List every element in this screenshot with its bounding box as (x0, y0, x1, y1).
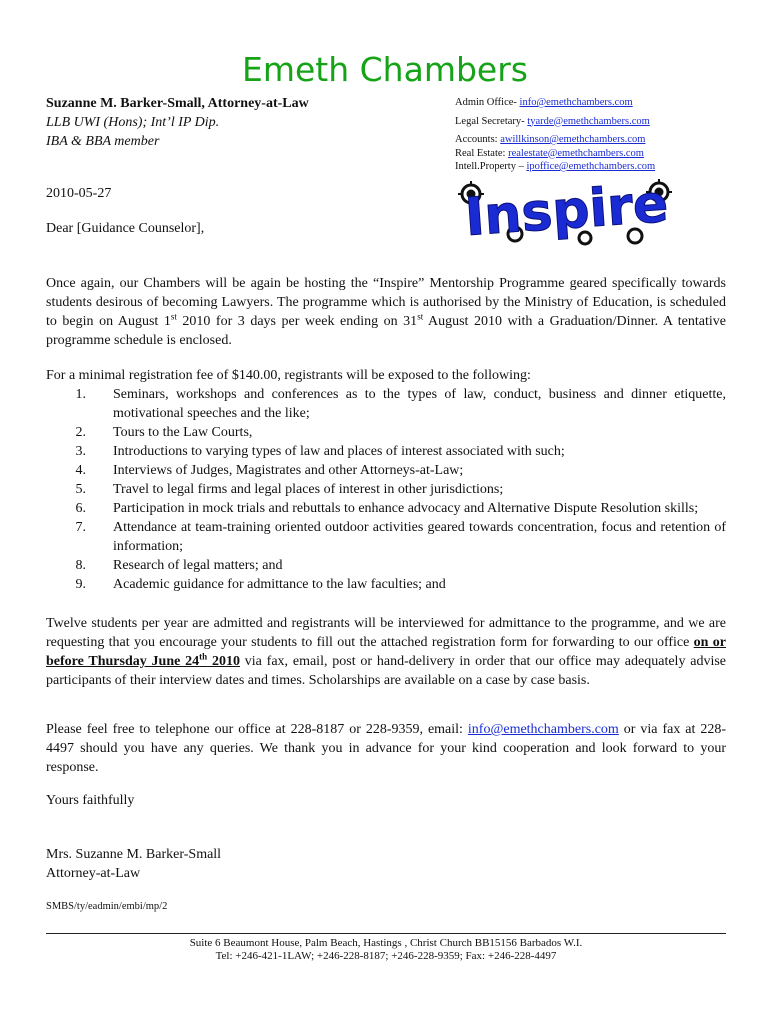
intro-paragraph (46, 274, 726, 350)
admission-paragraph (46, 614, 726, 690)
contact-label: Real Estate: (455, 147, 509, 159)
item-number: 8. (75, 558, 86, 573)
contact-admin (455, 96, 655, 110)
footer-phones: Tel: +246-421-1LAW; +246-228-8187; +246-228-9359; Fax: +246-228-4497 (215, 950, 557, 962)
attorney-memberships: IBA & BBA member (46, 134, 160, 149)
signature-block (46, 845, 726, 883)
contact-realestate (455, 147, 655, 161)
contact-label: Accounts: (455, 134, 501, 145)
contact-text: or via fax at 228-4497 should you have any queries. We thank you in advance for your kind cooperation and look forward to your response. (46, 722, 726, 775)
list-item (46, 575, 726, 594)
program-list-section (46, 366, 726, 594)
item-text: Research of legal matters; and (113, 558, 283, 573)
closing: Yours faithfully (46, 793, 135, 808)
item-text: Tours to the Law Courts, (113, 425, 253, 440)
firm-name: Emeth Chambers (242, 50, 528, 89)
secretary-email-link[interactable]: tyarde@emethchambers.com (527, 115, 650, 127)
attorney-name: Suzanne M. Barker-Small, Attorney-at-Law (46, 96, 309, 111)
ordinal: st (417, 311, 424, 322)
signatory-title: Attorney-at-Law (46, 866, 141, 881)
footer (46, 937, 726, 963)
item-text: Attendance at team-training oriented outdoor activities geared towards concentration, focus and retention of information; (113, 520, 726, 554)
list-item (46, 499, 726, 518)
realestate-email-link[interactable]: realestate@emethchambers.com (508, 147, 644, 159)
letter-date: 2010-05-27 (46, 186, 112, 201)
admission-text: via fax, email, post or hand-delivery in order that our office may adequately advise participants of their interview dates and times. Scholarships are available on a case by case basis. (46, 654, 727, 688)
item-number: 2. (75, 425, 86, 440)
item-text: Introductions to varying types of law and places of interest associated with such; (113, 444, 565, 459)
item-text: Participation in mock trials and rebuttals to enhance advocacy and Alternative Dispute Resolution skills; (113, 501, 699, 516)
item-text: Seminars, workshops and conferences as to the types of law, conduct, business and dinner etiquette, motivational speeches and the like; (113, 387, 726, 421)
footer-address: Suite 6 Beaumont House, Palm Beach, Hastings , Christ Church BB15156 Barbados W.I. (189, 937, 583, 949)
reference-code: SMBS/ty/eadmin/embi/mp/2 (46, 901, 168, 912)
list-item (46, 556, 726, 575)
inspire-logo (455, 172, 680, 252)
signatory-name: Mrs. Suzanne M. Barker-Small (46, 847, 222, 862)
list-item (46, 480, 726, 499)
item-text: Travel to legal firms and legal places of interest in other jurisdictions; (113, 482, 504, 497)
contact-emails (455, 96, 655, 174)
contact-secretary (455, 115, 655, 129)
list-item (46, 442, 726, 461)
item-number: 6. (75, 501, 86, 516)
deadline-year: 2010 (207, 654, 240, 669)
item-text: Interviews of Judges, Magistrates and other Attorneys-at-Law; (113, 463, 464, 478)
contact-text: Please feel free to telephone our office at 228-8187 or 228-9359, email: (46, 722, 468, 737)
attorney-qualifications: LLB UWI (Hons); Int’l IP Dip. (46, 115, 220, 130)
item-number: 1. (75, 387, 86, 402)
footer-divider (46, 933, 726, 934)
contact-label: Intell.Property – (455, 161, 527, 172)
intro-text: Once again, our Chambers will be again be hosting the “Inspire” Mentorship Programme geared specifically towards students desirous of becoming Lawyers. The programme which is authorised by the Ministry of Education, is scheduled to begin on August 1 (46, 276, 726, 329)
ip-email-link[interactable]: ipoffice@emethchambers.com (526, 161, 656, 172)
program-items (46, 385, 726, 594)
accounts-email-link[interactable]: awillkinson@emethchambers.com (500, 134, 646, 145)
ordinal: st (170, 311, 177, 322)
list-item (46, 518, 726, 556)
item-number: 9. (75, 577, 86, 592)
intro-text: August 2010 with a Graduation/Dinner. A tentative programme schedule is enclosed. (46, 314, 726, 348)
list-item (46, 461, 726, 480)
admission-text: Twelve students per year are admitted and registrants will be interviewed for admittance to the programme, and we are requesting that you encourage your students to fill out the attached registration form for forwarding to our office (46, 616, 726, 650)
deadline-date: on or before Thursday June 24 (46, 635, 727, 669)
item-text: Academic guidance for admittance to the law faculties; and (113, 577, 446, 592)
contact-label: Admin Office- (455, 97, 520, 108)
list-intro: For a minimal registration fee of $140.00, registrants will be exposed to the following: (46, 368, 531, 383)
contact-accounts (455, 133, 655, 147)
item-number: 3. (75, 444, 86, 459)
info-email-link[interactable]: info@emethchambers.com (467, 722, 619, 737)
item-number: 5. (75, 482, 86, 497)
contact-label: Legal Secretary- (455, 115, 528, 127)
ordinal: th (199, 651, 208, 662)
item-number: 7. (75, 520, 86, 535)
admin-email-link[interactable]: info@emethchambers.com (519, 97, 633, 108)
logo-text: Inspire (463, 173, 671, 249)
list-item (46, 423, 726, 442)
attorney-block (46, 94, 309, 151)
salutation: Dear [Guidance Counselor], (46, 221, 205, 236)
list-item (46, 385, 726, 423)
intro-text: 2010 for 3 days per week ending on 31 (176, 314, 418, 329)
contact-paragraph (46, 720, 726, 777)
item-number: 4. (75, 463, 86, 478)
